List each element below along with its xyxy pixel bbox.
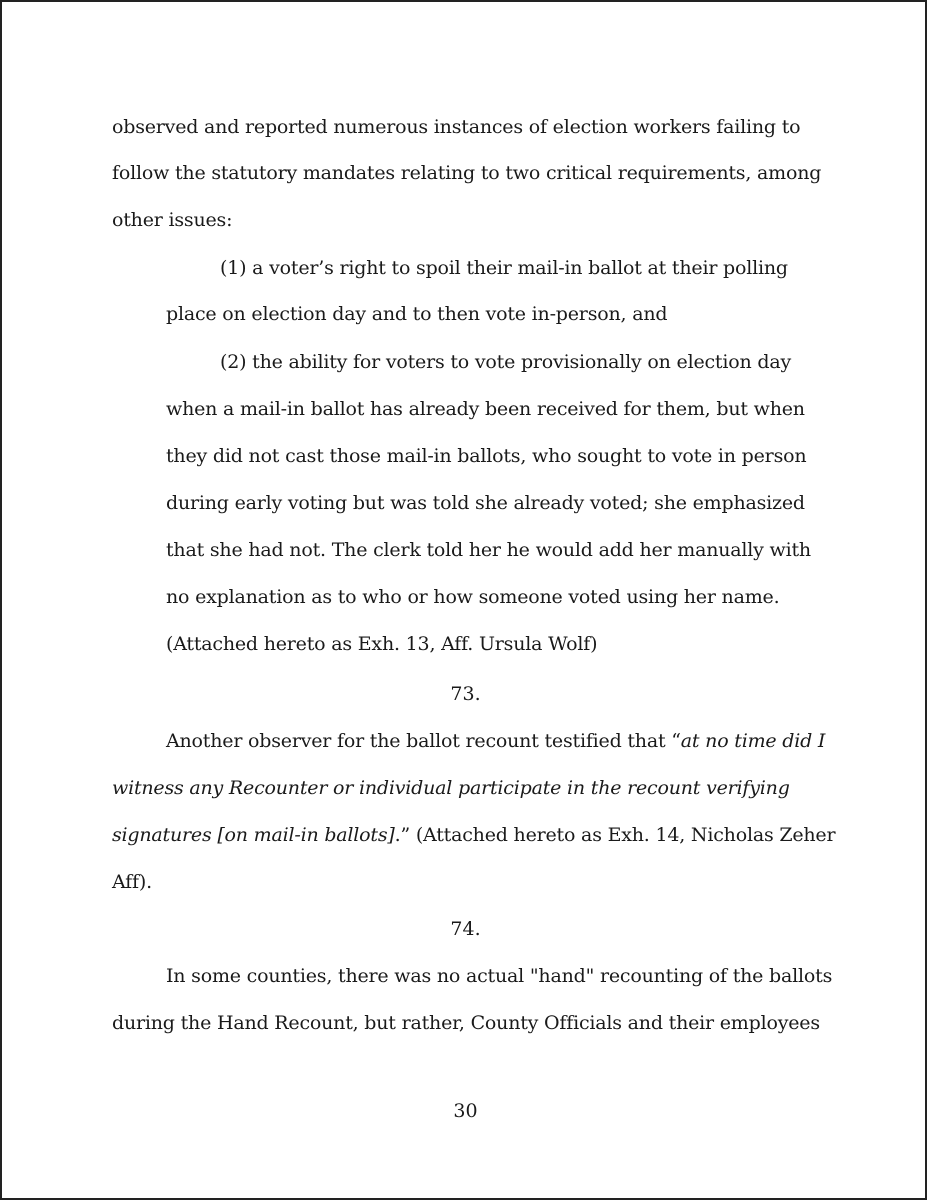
list-item-line: place on election day and to then vote in-person, and (166, 303, 668, 325)
body-line: In some counties, there was no actual "hand" recounting of the ballots (166, 965, 833, 987)
body-text: .” (Attached hereto as Exh. 14, Nicholas Zeher (394, 824, 836, 846)
body-line (166, 729, 825, 753)
quoted-text: signatures [on mail-in ballots] (112, 824, 395, 846)
body-line (112, 776, 790, 800)
paragraph-number: 73. (450, 683, 481, 705)
body-line: Aff). (112, 871, 152, 893)
body-line (112, 823, 835, 847)
list-item-line: they did not cast those mail-in ballots, who sought to vote in person (166, 445, 807, 467)
list-item-line: when a mail-in ballot has already been received for them, but when (166, 398, 805, 420)
list-item-line: that she had not. The clerk told her he would add her manually with (166, 539, 811, 561)
body-line: during the Hand Recount, but rather, County Officials and their employees (112, 1012, 820, 1034)
list-item-line: (2) the ability for voters to vote provisionally on election day (220, 351, 791, 373)
paragraph-number: 74. (450, 918, 481, 940)
body-line: follow the statutory mandates relating to two critical requirements, among (112, 162, 822, 184)
page-number: 30 (453, 1100, 478, 1122)
list-item-line: (1) a voter’s right to spoil their mail-in ballot at their polling (220, 257, 788, 279)
list-item-line: (Attached hereto as Exh. 13, Aff. Ursula Wolf) (166, 633, 598, 655)
quoted-text: witness any Recounter or individual participate in the recount verifying (112, 777, 790, 799)
body-line: other issues: (112, 209, 233, 231)
list-item-line: during early voting but was told she already voted; she emphasized (166, 492, 805, 514)
list-item-line: no explanation as to who or how someone voted using her name. (166, 586, 780, 608)
body-line: observed and reported numerous instances of election workers failing to (112, 116, 801, 138)
quoted-text: at no time did I (680, 730, 826, 752)
body-text: Another observer for the ballot recount testified that “ (166, 730, 681, 752)
